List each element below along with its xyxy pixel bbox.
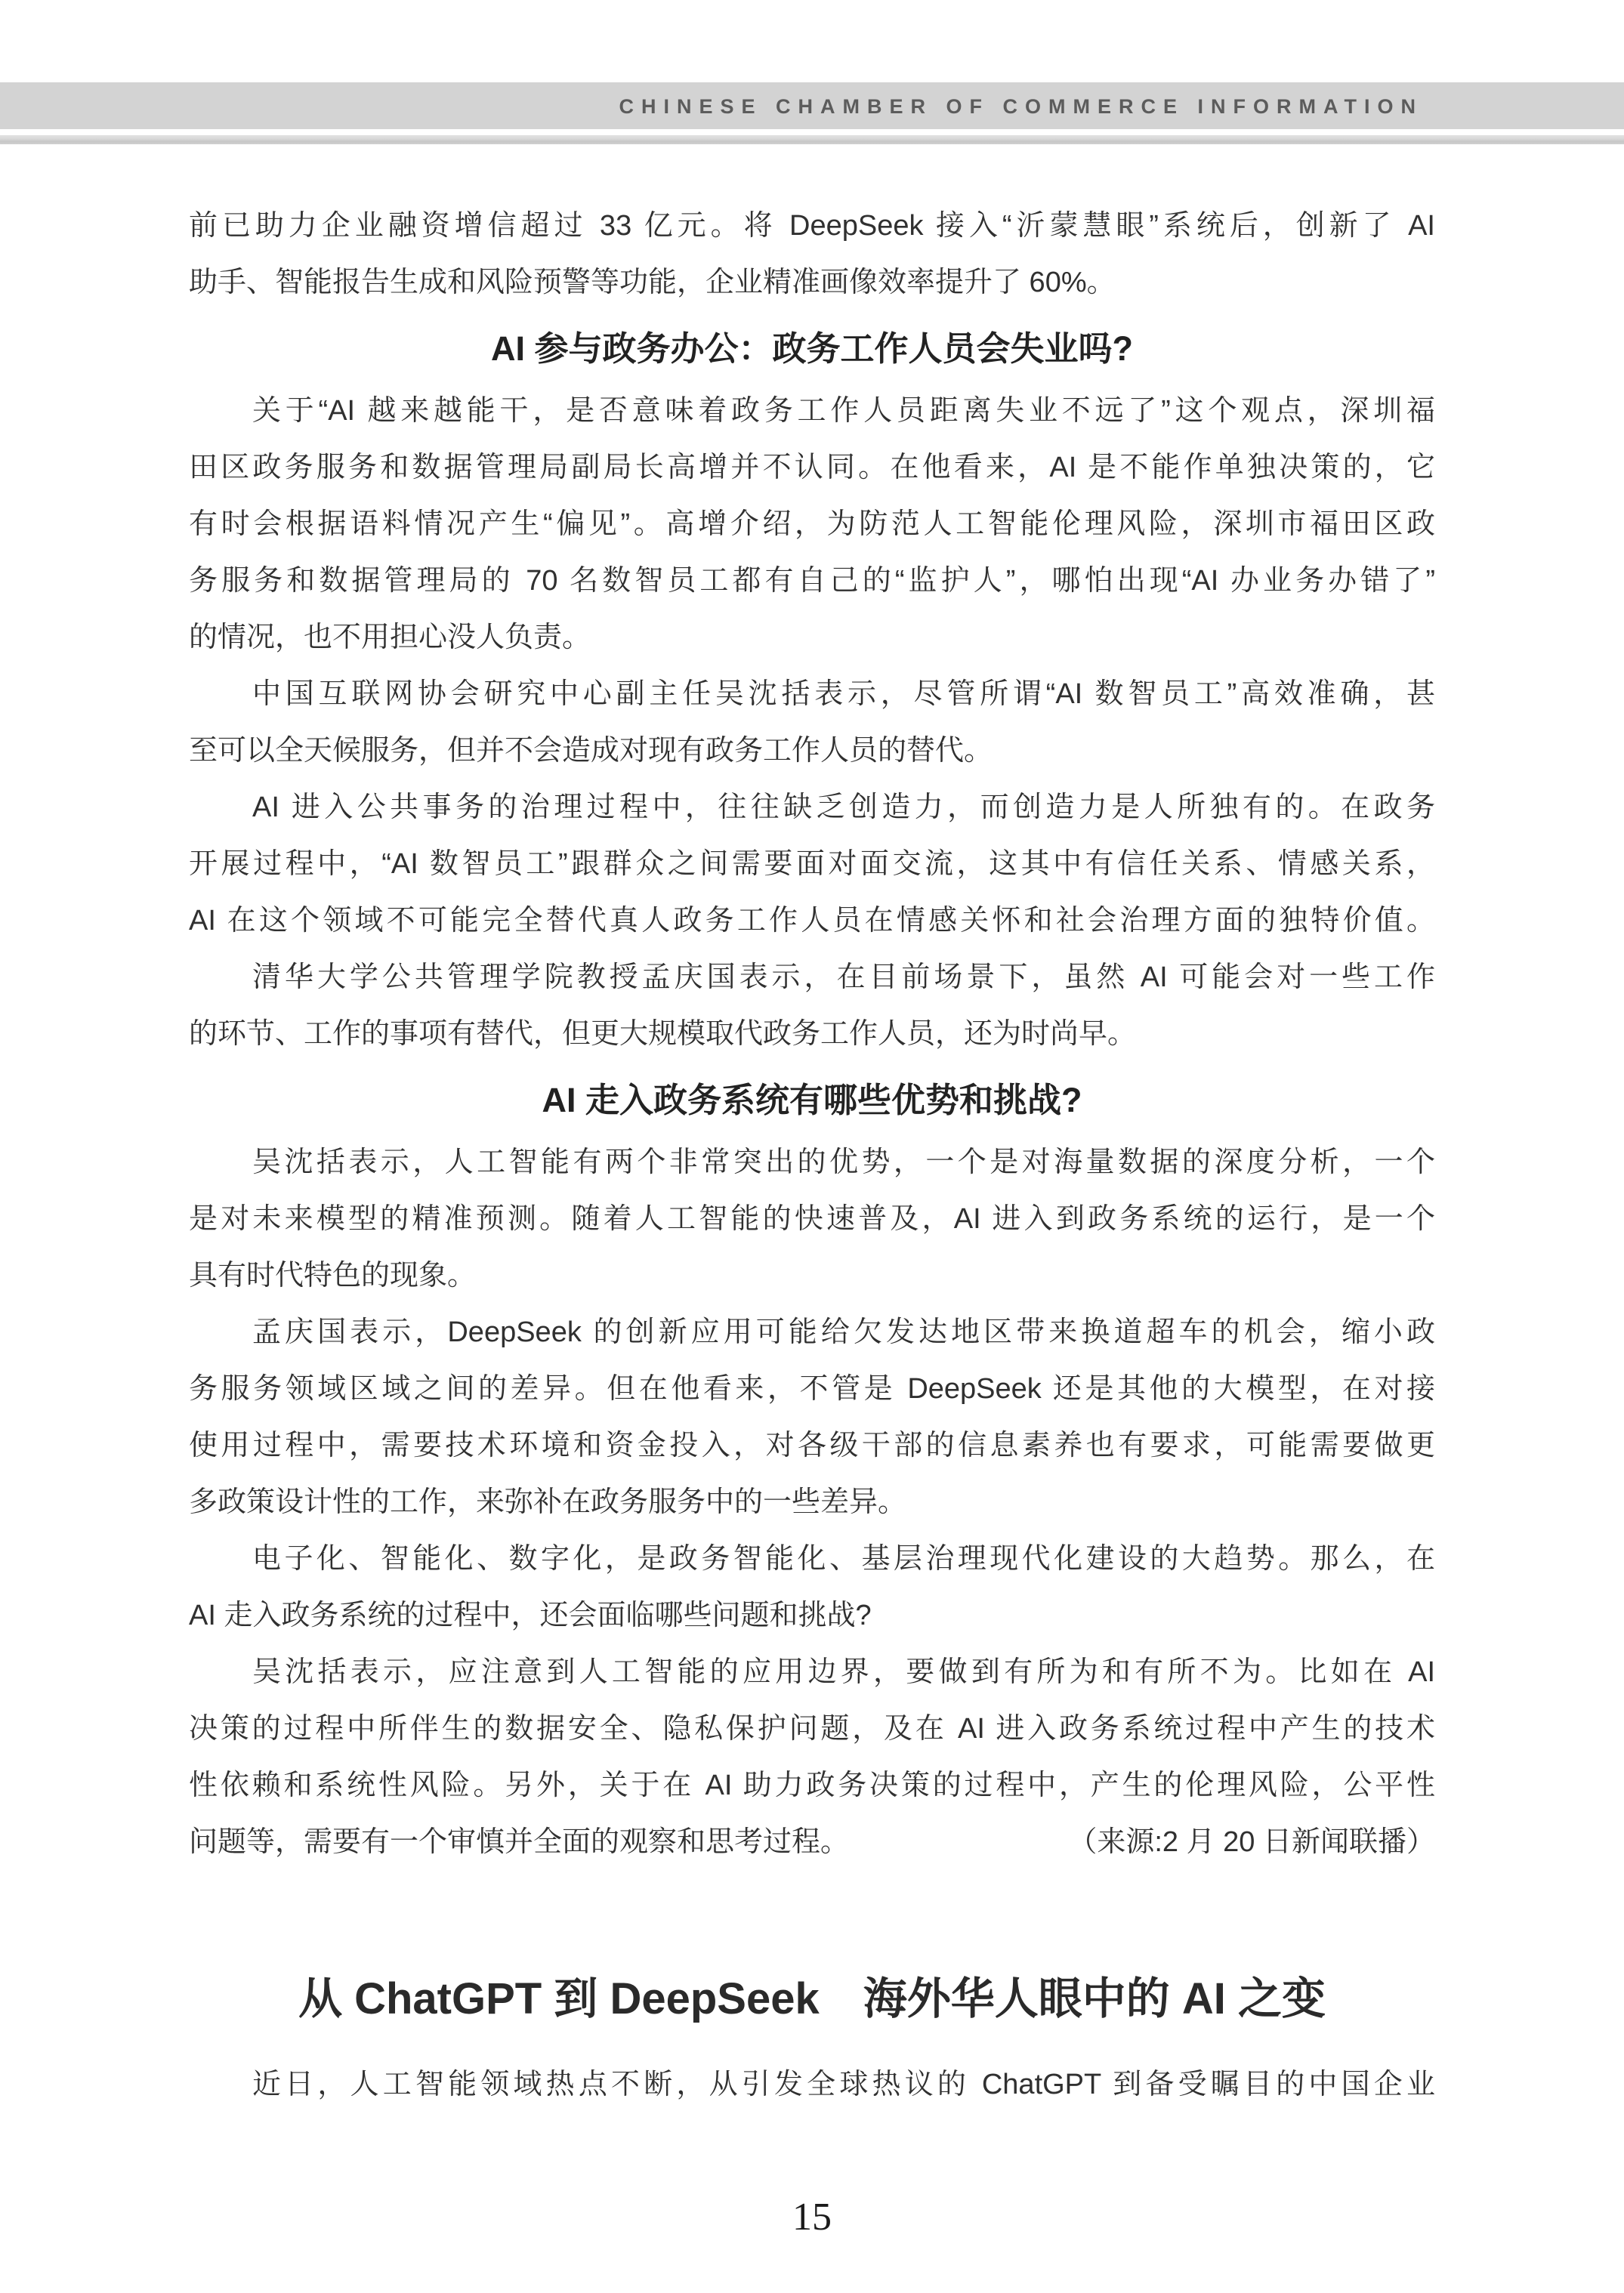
- text-line: 清华大学公共管理学院教授孟庆国表示，在目前场景下，虽然 AI 可能会对一些工作: [252, 961, 1435, 993]
- text-line: 开展过程中，“AI 数智员工”跟群众之间需要面对面交流，这其中有信任关系、情感关系，: [189, 848, 1435, 880]
- text-line: 有时会根据语料情况产生“偏见”。高增介绍，为防范人工智能伦理风险，深圳市福田区政: [189, 508, 1435, 540]
- text-line: 田区政务服务和数据管理局副局长高增并不认同。在他看来，AI 是不能作单独决策的，它: [189, 452, 1435, 483]
- text-line: AI 在这个领域不可能完全替代真人政务工作人员在情感关怀和社会治理方面的独特价值。: [189, 905, 1435, 937]
- text-line: 务服务领域区域之间的差异。但在他看来，不管是 DeepSeek 还是其他的大模型，在对接: [189, 1373, 1435, 1405]
- text-line: 的环节、工作的事项有替代，但更大规模取代政务工作人员，还为时尚早。: [189, 1018, 1137, 1050]
- section-heading: AI 走入政务系统有哪些优势和挑战?: [542, 1081, 1082, 1119]
- text-line: 关于“AI 越来越能干，是否意味着政务工作人员距离失业不远了”这个观点，深圳福: [252, 395, 1435, 427]
- text-line: AI 走入政务系统的过程中，还会面临哪些问题和挑战?: [189, 1600, 872, 1631]
- article1-text-block: [189, 198, 1435, 1871]
- text-line: 助手、智能报告生成和风险预警等功能，企业精准画像效率提升了 60%。: [189, 267, 1116, 298]
- header-band: [0, 82, 1624, 129]
- text-line: 使用过程中，需要技术环境和资金投入，对各级干部的信息素养也有要求，可能需要做更: [189, 1430, 1435, 1461]
- text-line: 问题等，需要有一个审慎并全面的观察和思考过程。: [189, 1826, 850, 1858]
- section-heading: AI 参与政务办公：政务工作人员会失业吗?: [491, 329, 1133, 368]
- text-line: 多政策设计性的工作，来弥补在政务服务中的一些差异。: [189, 1486, 907, 1518]
- text-line: 前已助力企业融资增信超过 33 亿元。将 DeepSeek 接入“沂蒙慧眼”系统后，创新了 AI: [189, 210, 1435, 242]
- article-body: [189, 198, 1435, 2113]
- header-running-title: CHINESE CHAMBER OF COMMERCE INFORMATION: [619, 95, 1423, 118]
- article2-first-paragraph-line: 近日，人工智能领域热点不断，从引发全球热议的 ChatGPT 到备受瞩目的中国企业: [252, 2069, 1435, 2100]
- text-line: 性依赖和系统性风险。另外，关于在 AI 助力政务决策的过程中，产生的伦理风险，公平性: [189, 1770, 1435, 1801]
- page-number: 15: [792, 2196, 832, 2239]
- text-line: 的情况，也不用担心没人负责。: [189, 622, 591, 653]
- text-line: 至可以全天候服务，但并不会造成对现有政务工作人员的替代。: [189, 735, 993, 767]
- text-line: AI 进入公共事务的治理过程中，往往缺乏创造力，而创造力是人所独有的。在政务: [252, 792, 1435, 823]
- article2-title: 从 ChatGPT 到 DeepSeek 海外华人眼中的 AI 之变: [298, 1974, 1326, 2023]
- text-line: 决策的过程中所伴生的数据安全、隐私保护问题，及在 AI 进入政务系统过程中产生的技术: [189, 1713, 1435, 1745]
- text-line: 是对未来模型的精准预测。随着人工智能的快速普及，AI 进入到政务系统的运行，是一个: [189, 1203, 1435, 1235]
- text-line: 中国互联网协会研究中心副主任吴沈括表示，尽管所谓“AI 数智员工”高效准确，甚: [252, 678, 1435, 710]
- text-line: 孟庆国表示，DeepSeek 的创新应用可能给欠发达地区带来换道超车的机会，缩小政: [252, 1316, 1435, 1348]
- source-attribution: （来源:2 月 20 日新闻联播）: [1068, 1826, 1435, 1858]
- text-line: 电子化、智能化、数字化，是政务智能化、基层治理现代化建设的大趋势。那么，在: [252, 1543, 1435, 1575]
- text-line: [189, 1814, 1435, 1871]
- header-strip-decoration: [0, 135, 1624, 144]
- text-line: 具有时代特色的现象。: [189, 1260, 477, 1292]
- text-line: 吴沈括表示，人工智能有两个非常突出的优势，一个是对海量数据的深度分析，一个: [252, 1146, 1435, 1178]
- text-line: 吴沈括表示，应注意到人工智能的应用边界，要做到有所为和有所不为。比如在 AI: [252, 1656, 1435, 1688]
- text-line: 务服务和数据管理局的 70 名数智员工都有自己的“监护人”，哪怕出现“AI 办业务办错了”: [189, 565, 1435, 597]
